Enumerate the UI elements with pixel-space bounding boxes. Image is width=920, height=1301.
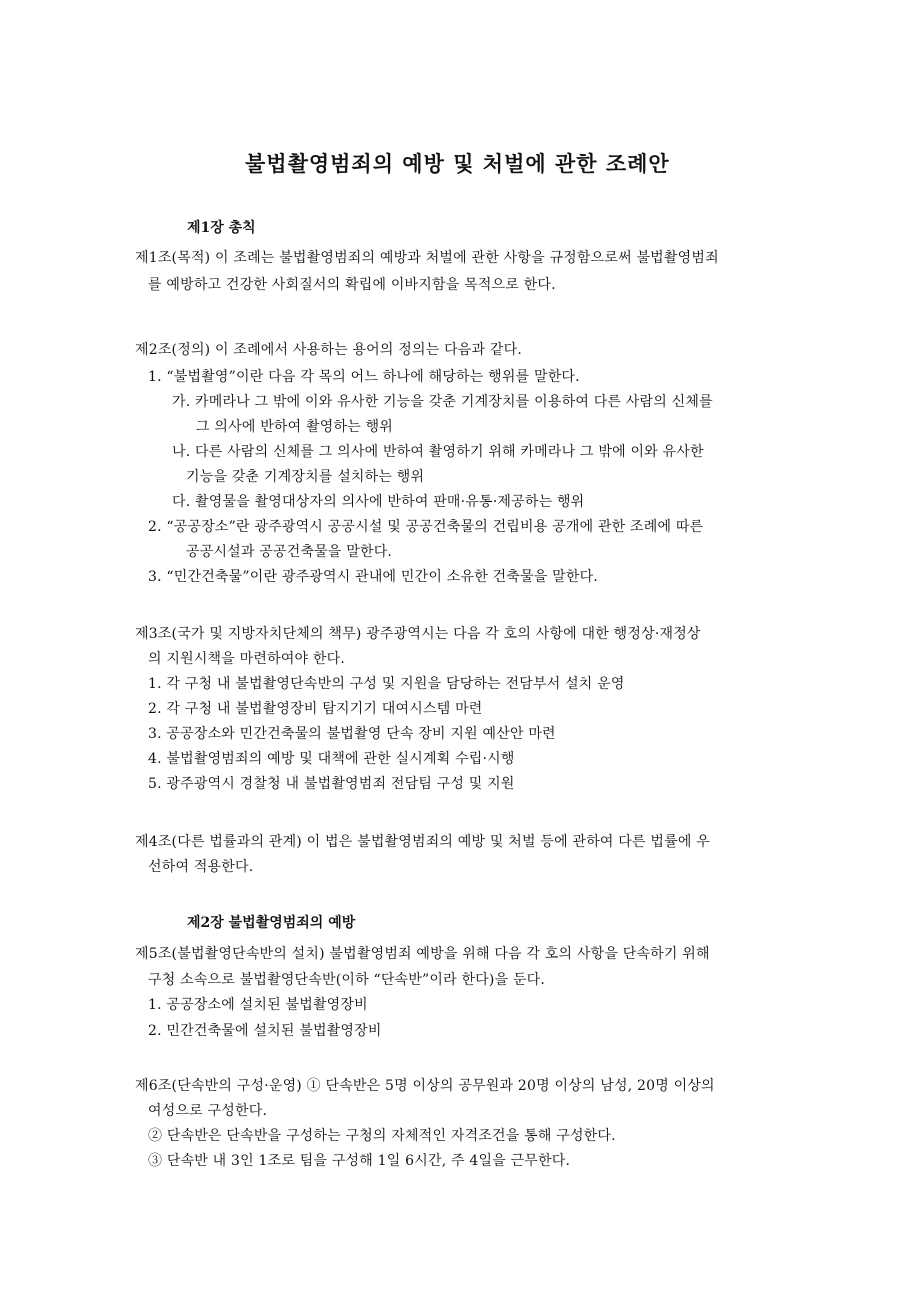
- article-5-line-2: 구청 소속으로 불법촬영단속반(이하 “단속반”이라 한다)을 둔다.: [148, 972, 546, 988]
- article-5-line-1: 제5조(불법촬영단속반의 설치) 불법촬영범죄 예방을 위해 다음 각 호의 사항을 단속하기 위해: [135, 946, 710, 962]
- article-2-item-1: 1. “불법촬영”이란 다음 각 목의 어느 하나에 해당하는 행위를 말한다.: [148, 369, 580, 385]
- article-3-item: 5. 광주광역시 경찰청 내 불법촬영범죄 전담팀 구성 및 지원: [148, 776, 515, 792]
- article-2-heading: 제2조(정의) 이 조례에서 사용하는 용어의 정의는 다음과 같다.: [135, 342, 523, 358]
- article-3-line-1: 제3조(국가 및 지방자치단체의 책무) 광주광역시는 다음 각 호의 사항에 대한 행정상·재정상: [135, 626, 701, 642]
- article-5-item: 2. 민간건축물에 설치된 불법촬영장비: [148, 1023, 382, 1039]
- article-1-line-2: 를 예방하고 건강한 사회질서의 확립에 이바지함을 목적으로 한다.: [148, 277, 556, 293]
- chapter-1-heading: 제1장 총칙: [187, 220, 256, 236]
- chapter-2-heading: 제2장 불법촬영범죄의 예방: [187, 915, 356, 931]
- article-3-item: 1. 각 구청 내 불법촬영단속반의 구성 및 지원을 담당하는 전담부서 설치 운영: [148, 676, 625, 692]
- article-2-subitem-ga-line-2: 그 의사에 반하여 촬영하는 행위: [196, 419, 394, 435]
- article-6-paragraph-3: ③ 단속반 내 3인 1조로 팀을 구성해 1일 6시간, 주 4일을 근무한다.: [148, 1153, 571, 1169]
- article-2-subitem-da: 다. 촬영물을 촬영대상자의 의사에 반하여 판매·유통·제공하는 행위: [172, 494, 585, 510]
- article-2-item-2-line-1: 2. “공공장소”란 광주광역시 공공시설 및 공공건축물의 건립비용 공개에 관한 조례에 따른: [148, 519, 704, 535]
- article-3-item: 4. 불법촬영범죄의 예방 및 대책에 관한 실시계획 수립·시행: [148, 751, 515, 767]
- article-5-item: 1. 공공장소에 설치된 불법촬영장비: [148, 997, 368, 1013]
- article-2-item-2-line-2: 공공시설과 공공건축물을 말한다.: [186, 544, 393, 560]
- article-3-item: 3. 공공장소와 민간건축물의 불법촬영 단속 장비 지원 예산안 마련: [148, 726, 556, 742]
- article-2-subitem-na-line-1: 나. 다른 사람의 신체를 그 의사에 반하여 촬영하기 위해 카메라나 그 밖에 이와 유사한: [172, 444, 704, 460]
- article-6-line-2: 여성으로 구성한다.: [148, 1103, 268, 1119]
- article-2-subitem-na-line-2: 기능을 갖춘 기계장치를 설치하는 행위: [186, 469, 425, 485]
- article-2-subitem-ga-line-1: 가. 카메라나 그 밖에 이와 유사한 기능을 갖춘 기계장치를 이용하여 다른 사람의 신체를: [172, 394, 713, 410]
- article-4-line-2: 선하여 적용한다.: [148, 859, 254, 875]
- article-3-line-2: 의 지원시책을 마련하여야 한다.: [148, 651, 346, 667]
- article-1-line-1: 제1조(목적) 이 조례는 불법촬영범죄의 예방과 처벌에 관한 사항을 규정함으로써 불법촬영범죄: [135, 250, 719, 266]
- article-2-item-3: 3. “민간건축물”이란 광주광역시 관내에 민간이 소유한 건축물을 말한다.: [148, 569, 598, 585]
- article-3-item: 2. 각 구청 내 불법촬영장비 탐지기기 대여시스템 마련: [148, 701, 483, 717]
- document-title: 불법촬영범죄의 예방 및 처벌에 관한 조례안: [245, 151, 670, 176]
- article-6-paragraph-2: ② 단속반은 단속반을 구성하는 구청의 자체적인 자격조건을 통해 구성한다.: [148, 1128, 616, 1144]
- article-6-line-1: 제6조(단속반의 구성·운영) ① 단속반은 5명 이상의 공무원과 20명 이상의 남성, 20명 이상의: [135, 1078, 715, 1094]
- article-4-line-1: 제4조(다른 법률과의 관계) 이 법은 불법촬영범죄의 예방 및 처벌 등에 관하여 다른 법률에 우: [135, 834, 710, 850]
